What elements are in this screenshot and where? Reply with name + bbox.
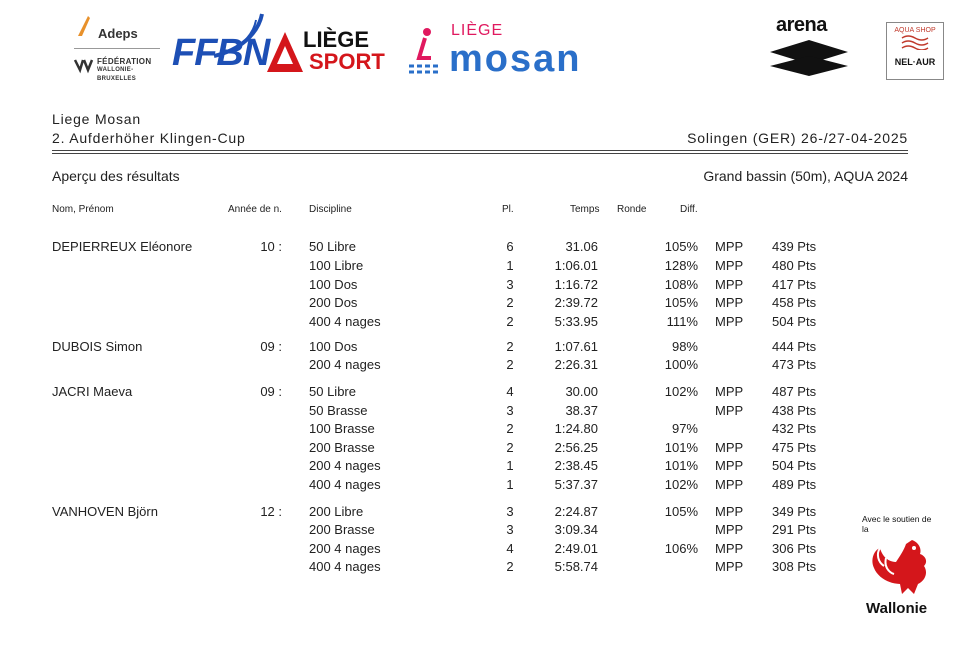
diff: 105% (664, 239, 698, 254)
diff: 102% (664, 477, 698, 492)
pool-info: Grand bassin (50m), AQUA 2024 (703, 168, 908, 184)
meet-name: 2. Aufderhöher Klingen-Cup (52, 130, 246, 146)
col-discipline: Discipline (309, 204, 352, 215)
diff: 101% (664, 440, 698, 455)
col-year: Année de n. (228, 204, 282, 215)
federation-mark-icon (72, 56, 94, 74)
mpp-flag: MPP (715, 559, 744, 574)
place: 1 (506, 458, 514, 473)
points: 458 Pts (772, 295, 817, 310)
time: 2:56.25 (554, 440, 598, 455)
mpp-flag: MPP (715, 477, 744, 492)
title-rule (52, 150, 908, 151)
points: 349 Pts (772, 504, 817, 519)
discipline: 100 Dos (309, 277, 358, 292)
points: 291 Pts (772, 522, 817, 537)
liege-sport-line1: LIÈGE (303, 27, 370, 52)
points: 504 Pts (772, 314, 817, 329)
col-place: Pl. (502, 204, 514, 215)
place: 2 (506, 314, 514, 329)
place: 3 (506, 277, 514, 292)
place: 1 (506, 258, 514, 273)
federation-line1: FÉDÉRATION (97, 57, 152, 66)
athlete-name: DEPIERREUX Eléonore (52, 239, 193, 254)
athlete-name: DUBOIS Simon (52, 339, 143, 354)
points: 306 Pts (772, 541, 817, 556)
time: 1:16.72 (554, 277, 598, 292)
col-round: Ronde (617, 204, 647, 215)
points: 489 Pts (772, 477, 817, 492)
club-name: Liege Mosan (52, 111, 141, 127)
discipline: 200 4 nages (309, 458, 381, 473)
time: 3:09.34 (554, 522, 598, 537)
points: 308 Pts (772, 559, 817, 574)
athlete-name: VANHOVEN Björn (52, 504, 158, 519)
adeps-divider (74, 48, 160, 49)
diff: 105% (664, 295, 698, 310)
discipline: 100 Libre (309, 258, 364, 273)
time: 2:38.45 (554, 458, 598, 473)
diff: 97% (671, 421, 698, 436)
birth-year: 12 : (260, 504, 282, 519)
diff: 100% (664, 357, 698, 372)
time: 5:37.37 (554, 477, 598, 492)
time: 1:07.61 (554, 339, 598, 354)
mpp-flag: MPP (715, 440, 744, 455)
place: 3 (506, 403, 514, 418)
time: 1:24.80 (554, 421, 598, 436)
discipline: 50 Brasse (309, 403, 368, 418)
col-time: Temps (570, 204, 600, 215)
adeps-mark-icon (76, 14, 98, 38)
time: 30.00 (565, 384, 598, 399)
adeps-title: Adeps (98, 26, 138, 41)
discipline: 200 Libre (309, 504, 364, 519)
athlete-name: JACRI Maeva (52, 384, 133, 399)
aqua-shop-line1: AQUA SHOP (894, 27, 936, 34)
discipline: 400 4 nages (309, 314, 381, 329)
discipline: 200 4 nages (309, 357, 381, 372)
meet-location-date: Solingen (GER) 26-/27-04-2025 (687, 130, 908, 146)
birth-year: 09 : (260, 384, 282, 399)
place: 2 (506, 559, 514, 574)
diff: 101% (664, 458, 698, 473)
ffbn-logo (168, 10, 268, 80)
diff: 108% (664, 277, 698, 292)
place: 4 (506, 384, 514, 399)
wave-lines-icon (900, 34, 930, 50)
title-rule-2 (52, 153, 908, 154)
mpp-flag: MPP (715, 314, 744, 329)
place: 2 (506, 295, 514, 310)
liege-sport-line2: SPORT (309, 49, 385, 74)
place: 2 (506, 339, 514, 354)
liege-mosan-logo (405, 22, 625, 82)
points: 439 Pts (772, 239, 817, 254)
points: 432 Pts (772, 421, 817, 436)
time: 2:24.87 (554, 504, 598, 519)
discipline: 400 4 nages (309, 559, 381, 574)
place: 4 (506, 541, 514, 556)
points: 487 Pts (772, 384, 817, 399)
federation-text (97, 57, 162, 84)
mpp-flag: MPP (715, 504, 744, 519)
place: 2 (506, 440, 514, 455)
federation-line2: WALLONIE-BRUXELLES (97, 67, 137, 82)
discipline: 100 Brasse (309, 421, 375, 436)
discipline: 50 Libre (309, 239, 356, 254)
wallonie-name: Wallonie (866, 600, 928, 617)
support-text: Avec le soutien de la (862, 514, 932, 534)
points: 444 Pts (772, 339, 817, 354)
mpp-flag: MPP (715, 541, 744, 556)
col-diff: Diff. (680, 204, 698, 215)
liege-mosan-top: LIÈGE (451, 22, 504, 39)
aqua-shop-logo (886, 22, 944, 80)
mpp-flag: MPP (715, 458, 744, 473)
place: 3 (506, 504, 514, 519)
discipline: 100 Dos (309, 339, 358, 354)
discipline: 200 Brasse (309, 440, 375, 455)
swimmer-icon (405, 24, 445, 78)
diff: 105% (664, 504, 698, 519)
diff: 102% (664, 384, 698, 399)
place: 2 (506, 357, 514, 372)
time: 2:49.01 (554, 541, 598, 556)
diff: 128% (664, 258, 698, 273)
place: 6 (506, 239, 514, 254)
mpp-flag: MPP (715, 277, 744, 292)
rooster-icon (866, 536, 932, 598)
aqua-shop-line2: NEL·AUR (894, 57, 936, 67)
points: 480 Pts (772, 258, 817, 273)
time: 38.37 (565, 403, 598, 418)
liege-sport-logo (265, 26, 385, 78)
points: 417 Pts (772, 277, 817, 292)
points: 473 Pts (772, 357, 817, 372)
time: 2:26.31 (554, 357, 598, 372)
arena-diamond-icon (766, 38, 852, 78)
points: 504 Pts (772, 458, 817, 473)
mpp-flag: MPP (715, 403, 744, 418)
mpp-flag: MPP (715, 239, 744, 254)
points: 438 Pts (772, 403, 817, 418)
points: 475 Pts (772, 440, 817, 455)
mpp-flag: MPP (715, 295, 744, 310)
discipline: 200 Brasse (309, 522, 375, 537)
discipline: 200 Dos (309, 295, 358, 310)
arena-text: arena (776, 14, 827, 36)
wallonie-sponsor (862, 514, 940, 618)
mpp-flag: MPP (715, 384, 744, 399)
col-name: Nom, Prénom (52, 204, 114, 215)
adeps-logo (72, 14, 162, 84)
discipline: 50 Libre (309, 384, 356, 399)
mpp-flag: MPP (715, 258, 744, 273)
ffbn-text: FFBN (172, 32, 270, 74)
arena-logo (762, 14, 852, 80)
discipline: 200 4 nages (309, 541, 381, 556)
results-overview-title: Aperçu des résultats (52, 168, 180, 184)
diff: 106% (664, 541, 698, 556)
liege-mosan-main: mosan (449, 38, 582, 80)
triangle-icon (265, 30, 305, 74)
birth-year: 10 : (260, 239, 282, 254)
place: 2 (506, 421, 514, 436)
time: 1:06.01 (554, 258, 598, 273)
diff: 98% (671, 339, 698, 354)
time: 31.06 (565, 239, 598, 254)
birth-year: 09 : (260, 339, 282, 354)
diff: 111% (666, 314, 698, 329)
place: 1 (506, 477, 514, 492)
time: 5:58.74 (554, 559, 598, 574)
time: 2:39.72 (554, 295, 598, 310)
time: 5:33.95 (554, 314, 598, 329)
discipline: 400 4 nages (309, 477, 381, 492)
place: 3 (506, 522, 514, 537)
mpp-flag: MPP (715, 522, 744, 537)
